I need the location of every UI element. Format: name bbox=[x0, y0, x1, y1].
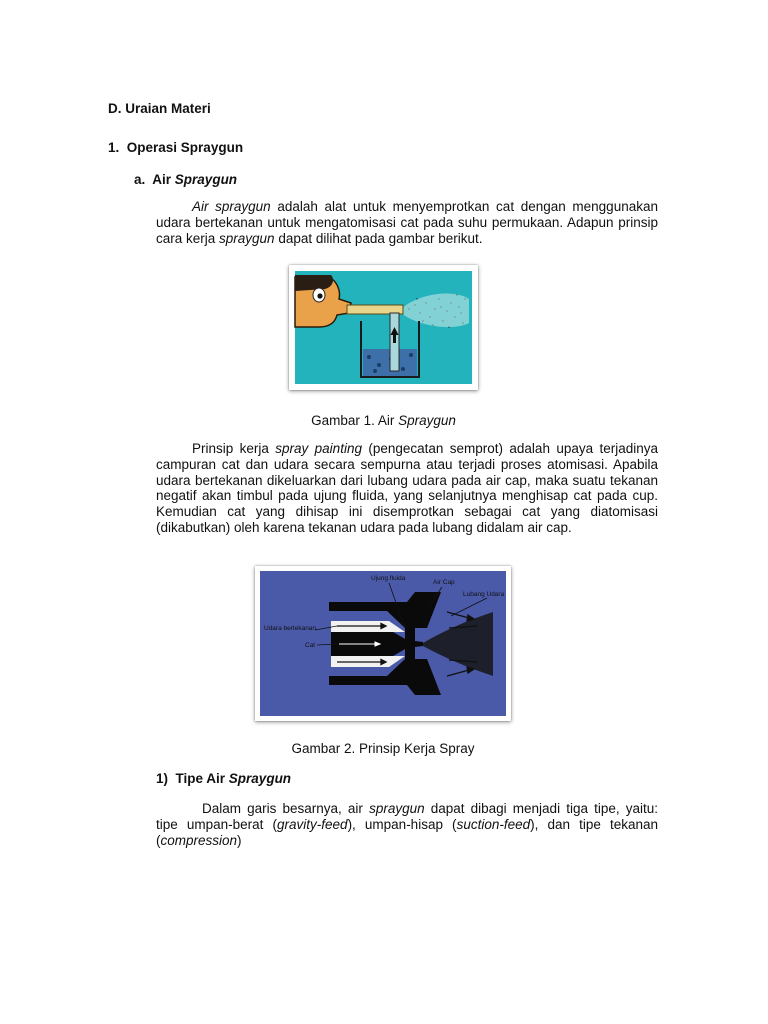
label-air-cap: Air Cap bbox=[433, 579, 455, 586]
para-italic: spray painting bbox=[275, 441, 362, 456]
para-italic: gravity-feed bbox=[277, 816, 348, 832]
paragraph-tipe bbox=[156, 801, 658, 848]
subheading-number: 1. bbox=[108, 140, 120, 155]
para-text: (pengecatan semprot) adalah upaya terjadinya campuran cat dan udara secara sempurna atau terjadi proses atomisasi. Apabila udara bertekanan dikeluarkan dari lubang udara pada air cap, maka suatu tekanan negatif akan timbul pada ujung fluida, yang selanjutnya menghisap cat pada cup. Kemudian cat yang dihisap ini disemprotkan sebagai cat yang diatomisasi (dikabutkan) oleh karena tekanan udara pada lubang didalam air cap. bbox=[156, 441, 659, 535]
subheading-operasi-spraygun bbox=[108, 140, 243, 156]
figure1-caption bbox=[289, 413, 478, 429]
figure2-caption: Gambar 2. Prinsip Kerja Spray bbox=[291, 741, 475, 756]
para-italic: suction-feed bbox=[456, 816, 531, 832]
subheading-title-plain: Tipe Air bbox=[175, 771, 229, 786]
para-text: Prinsip kerja bbox=[192, 441, 276, 456]
para-italic: spraygun bbox=[369, 801, 425, 816]
label-lubang-udara: Lubang Udara bbox=[463, 591, 505, 598]
figure-air-spraygun bbox=[289, 265, 478, 390]
air-spraygun-illustration bbox=[289, 265, 478, 390]
para-text: Dalam garis besarnya, air bbox=[202, 801, 370, 816]
label-udara-bertekanan: Udara bertekanan bbox=[264, 625, 317, 632]
subheading-air-spraygun bbox=[134, 172, 237, 188]
subheading-letter: a. bbox=[134, 172, 146, 187]
para-italic: compression bbox=[160, 832, 238, 848]
paragraph-prinsip-kerja bbox=[156, 441, 658, 536]
subheading-title-italic: Spraygun bbox=[228, 771, 292, 786]
label-cat: Cat bbox=[305, 642, 316, 649]
spray-nozzle-diagram bbox=[255, 566, 511, 721]
subheading-title-italic: Spraygun bbox=[174, 172, 238, 187]
para-text: adalah alat untuk menyemprotkan cat dengan menggunakan udara bertekanan untuk mengatomisasi cat pada suhu permukaan. Adapun prinsip cara kerja bbox=[156, 199, 658, 246]
para-italic: Air spraygun bbox=[192, 199, 271, 214]
subheading-title-plain: Air bbox=[152, 172, 175, 187]
caption-plain: Gambar 1. Air bbox=[311, 413, 399, 428]
para-text: ), umpan-hisap ( bbox=[347, 816, 457, 832]
para-italic: spraygun bbox=[219, 230, 275, 246]
figure-prinsip-kerja-spray bbox=[255, 566, 511, 721]
para-text: dapat dibagi menjadi tiga tipe, yaitu: tipe umpan-berat ( bbox=[156, 801, 658, 832]
para-text: ), dan tipe tekanan ( bbox=[156, 816, 658, 848]
subheading-number: 1) bbox=[156, 771, 169, 786]
section-heading: D. Uraian Materi bbox=[108, 101, 211, 116]
para-text: dapat dilihat pada gambar berikut. bbox=[274, 230, 483, 246]
label-ujung-fluida: Ujung fluida bbox=[371, 575, 406, 582]
subheading-tipe-air-spraygun bbox=[156, 771, 291, 787]
paragraph-air-spraygun bbox=[156, 199, 658, 246]
para-text: ) bbox=[237, 832, 242, 848]
subheading-title: Operasi Spraygun bbox=[126, 140, 244, 155]
caption-italic: Spraygun bbox=[398, 413, 456, 428]
